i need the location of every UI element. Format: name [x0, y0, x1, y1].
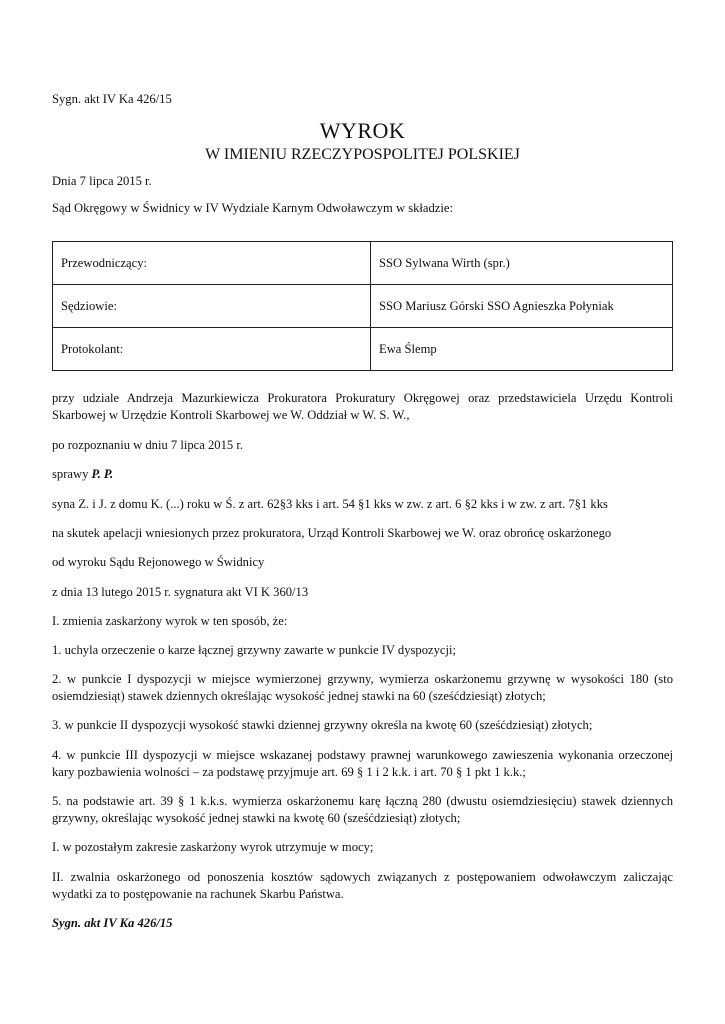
ruling-item-1: 1. uchyla orzeczenie o karze łącznej grzywny zawarte w punkcie IV dyspozycji;: [52, 643, 456, 657]
case-signature-bottom: Sygn. akt IV Ka 426/15: [52, 916, 173, 930]
lower-court-paragraph: od wyroku Sądu Rejonowego w Świdnicy: [52, 555, 265, 569]
ruling-item-5: 5. na podstawie art. 39 § 1 k.k.s. wymierza oskarżonemu karę łączną 280 (dwustu osiemdziesięciu) stawek dziennych grzywny, określając wysokość jednej stawki na kwotę 60 (sześćdziesiąt) złotych;: [52, 794, 673, 825]
case-prefix: sprawy: [52, 467, 92, 481]
appeals-paragraph: na skutek apelacji wniesionych przez prokuratora, Urząd Kontroli Skarbowej we W. oraz obrońcę oskarżonego: [52, 526, 612, 540]
role-label: Przewodniczący:: [53, 242, 371, 285]
ruling-point-1: I. zmienia zaskarżony wyrok w ten sposób, że:: [52, 614, 288, 628]
hearing-paragraph: po rozpoznaniu w dniu 7 lipca 2015 r.: [52, 438, 243, 452]
ruling-item-4: 4. w punkcie III dyspozycji w miejsce wskazanej podstawy prawnej warunkowego zawieszenia wykonania orzeczonej kary pozbawienia wolności – za podstawę przyjmuje art. 69 § 1 i 2 k.k. i art. 70 § 1 pkt 1 k.k.;: [52, 748, 673, 779]
court-name: Sąd Okręgowy w Świdnicy w IV Wydziale Karnym Odwoławczym w składzie:: [52, 201, 453, 215]
table-row: [53, 285, 673, 328]
ruling-point-2: II. zwalnia oskarżonego od ponoszenia kosztów sądowych związanych z postępowaniem odwoławczym zaliczając wydatki za to postępowanie na rachunek Skarbu Państwa.: [52, 870, 673, 901]
document-title: WYROK: [319, 118, 406, 143]
lower-judgment-paragraph: z dnia 13 lutego 2015 r. sygnatura akt VI K 360/13: [52, 585, 309, 599]
defendant-paragraph: syna Z. i J. z domu K. (...) roku w Ś. z art. 62§3 kks i art. 54 §1 kks w zw. z art. 6 §2 kks i w zw. z art. 7§1 kks: [52, 497, 608, 511]
case-signature-top: Sygn. akt IV Ka 426/15: [52, 92, 172, 106]
table-row: [53, 242, 673, 285]
case-paragraph: [52, 466, 673, 483]
ruling-item-3: 3. w punkcie II dyspozycji wysokość stawki dziennej grzywny określa na kwotę 60 (sześćdziesiąt) złotych;: [52, 718, 593, 732]
document-subtitle: W IMIENIU RZECZYPOSPOLITEJ POLSKIEJ: [205, 146, 520, 163]
role-label: Protokolant:: [53, 328, 371, 371]
ruling-item-2: 2. w punkcie I dyspozycji w miejsce wymierzonej grzywny, wymierza oskarżonemu grzywnę w wysokości 180 (sto osiemdziesiąt) stawek dziennych określając wysokość jednej stawki na 60 (sześćdziesiąt) złotych;: [52, 672, 673, 703]
role-label: Sędziowie:: [53, 285, 371, 328]
participation-paragraph: przy udziale Andrzeja Mazurkiewicza Prokuratora Prokuratury Okręgowej oraz przedstawiciela Urzędu Kontroli Skarbowej w Urzędzie Kontroli Skarbowej we W. Oddział w W. S. W.,: [52, 391, 673, 422]
role-value: SSO Mariusz Górski SSO Agnieszka Połyniak: [371, 285, 673, 328]
table-row: [53, 328, 673, 371]
role-value: Ewa Ślemp: [371, 328, 673, 371]
judgment-date: Dnia 7 lipca 2015 r.: [52, 174, 152, 188]
ruling-upheld: I. w pozostałym zakresie zaskarżony wyrok utrzymuje w mocy;: [52, 840, 374, 854]
composition-table: [52, 241, 673, 371]
defendant-name: P. P.: [91, 467, 114, 481]
role-value: SSO Sylwana Wirth (spr.): [371, 242, 673, 285]
